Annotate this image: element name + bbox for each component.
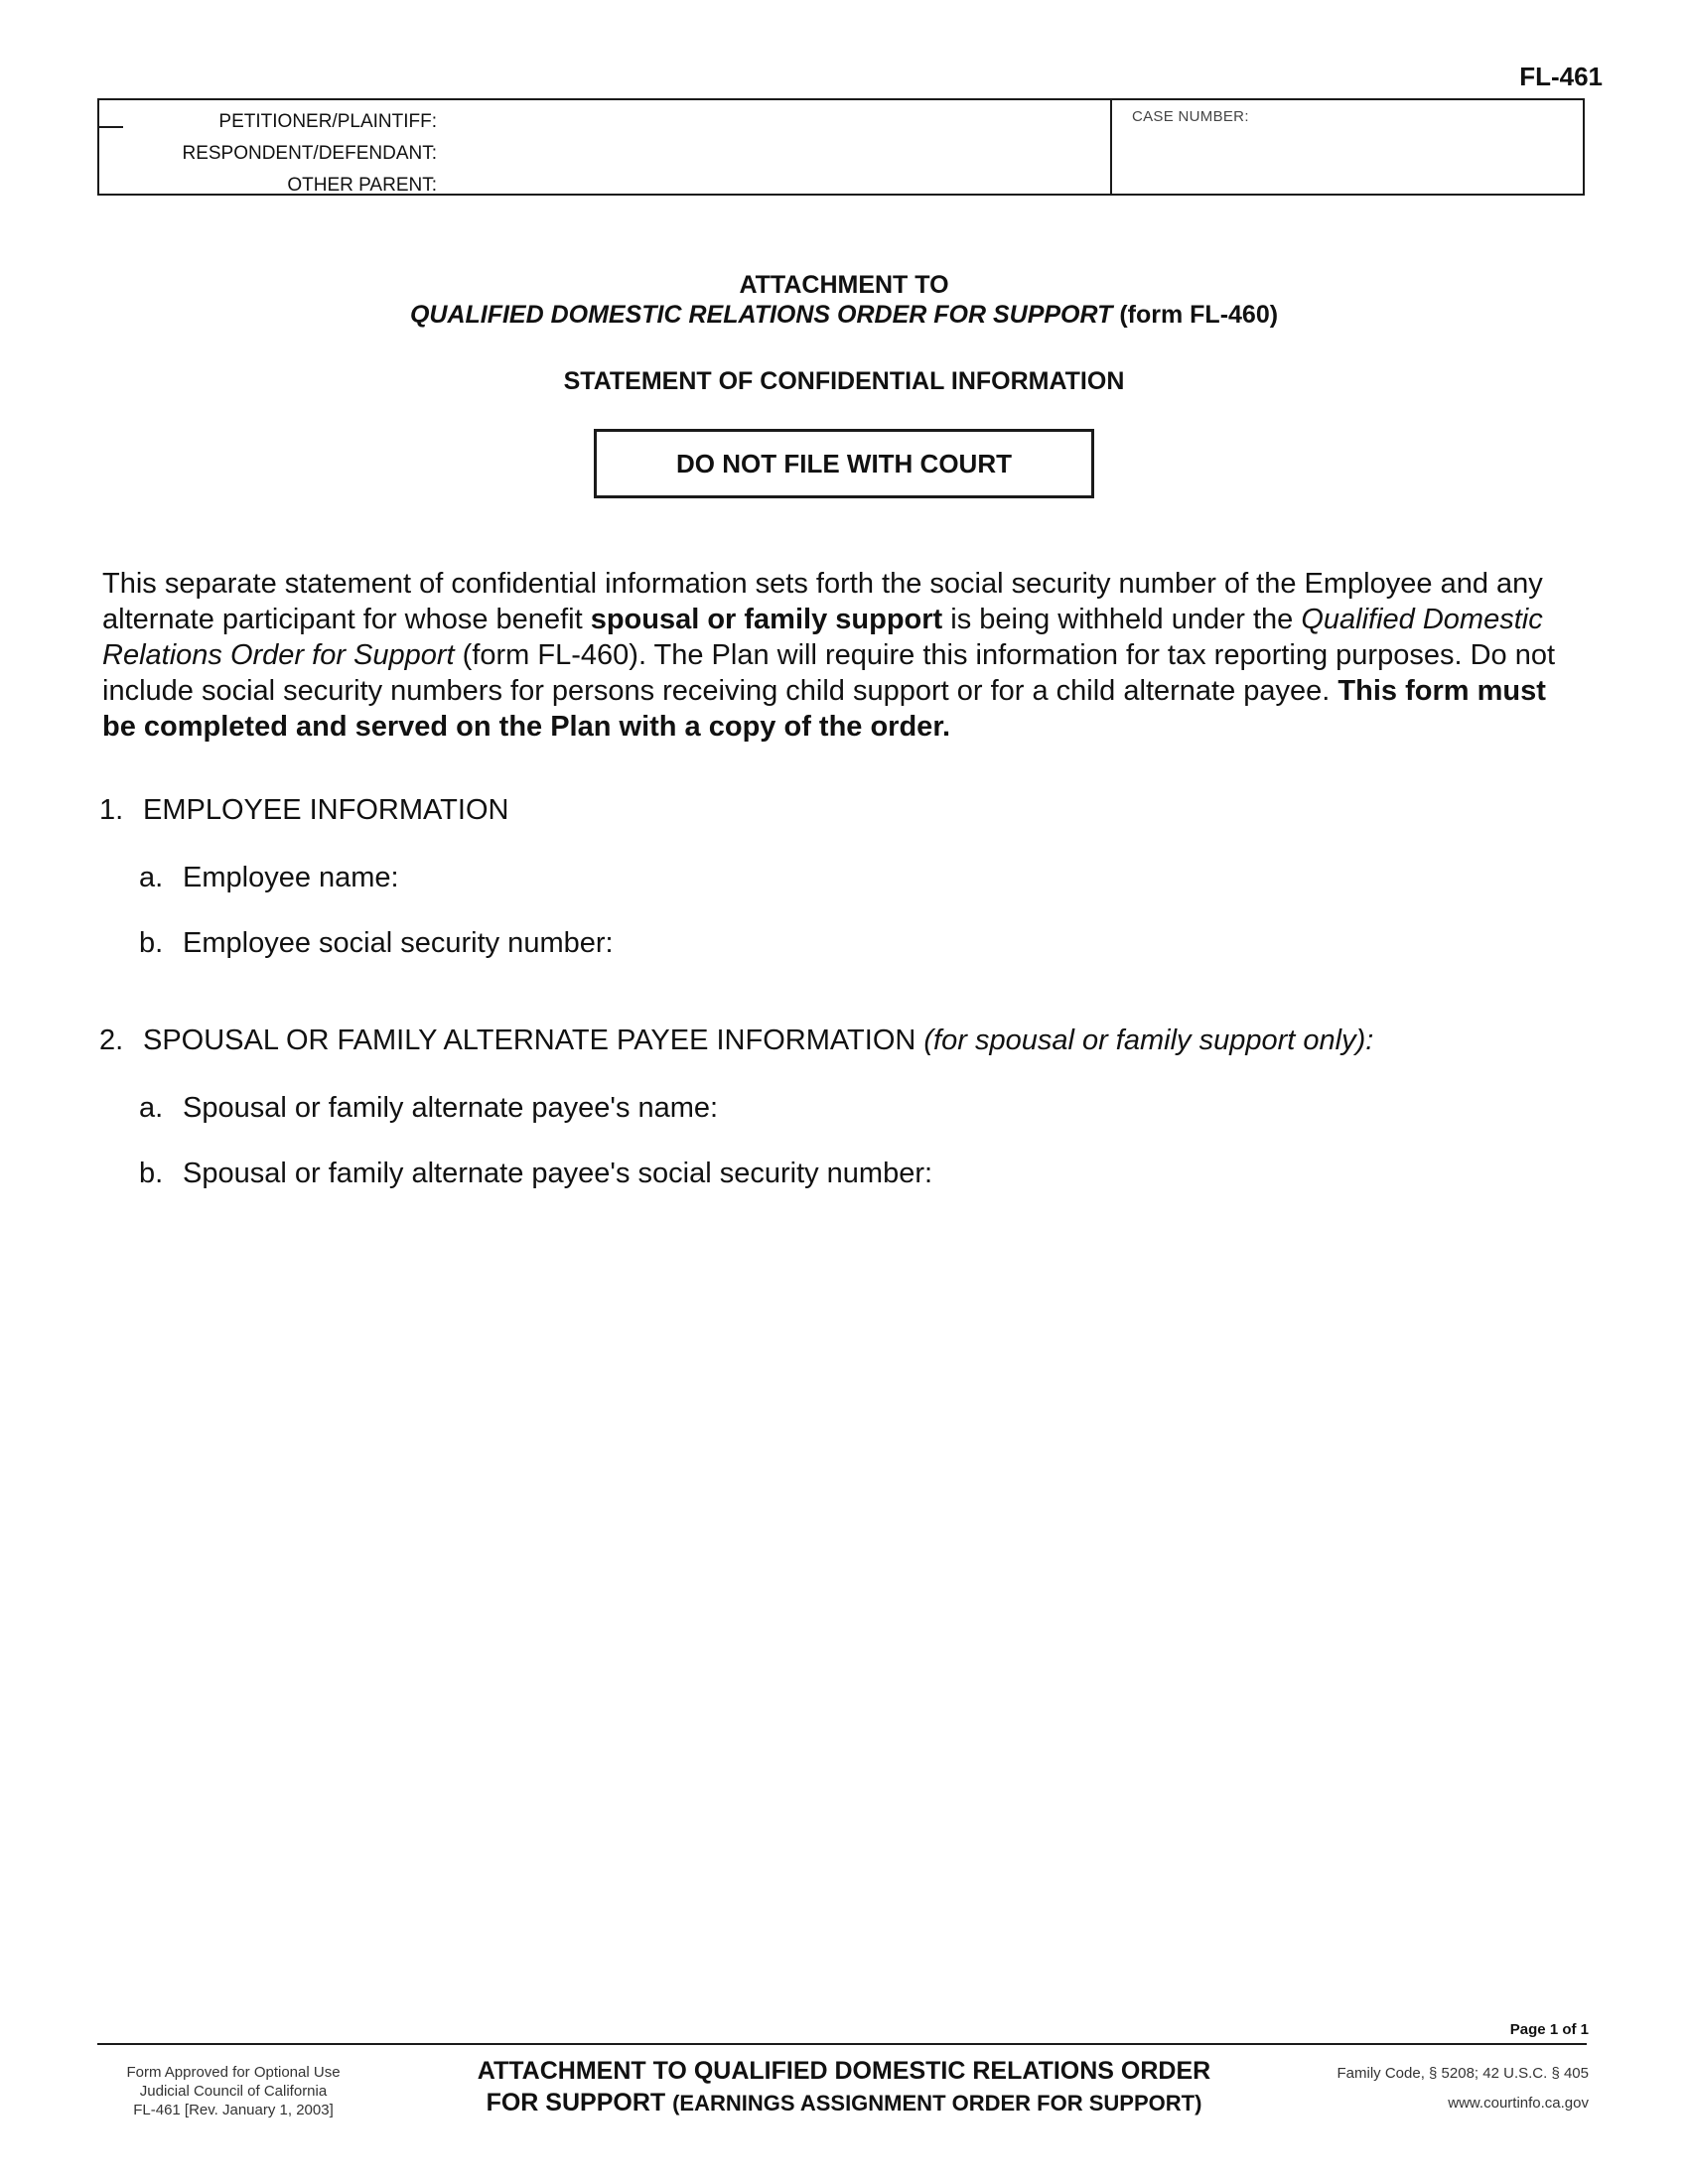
- footer-statute: Family Code, § 5208; 42 U.S.C. § 405: [1336, 2065, 1589, 2082]
- employee-ssn-field[interactable]: [139, 927, 614, 960]
- form-subtitle: STATEMENT OF CONFIDENTIAL INFORMATION: [563, 367, 1125, 395]
- intro-text-3: (form FL-460). The Plan will require this information for tax reporting purposes. Do not include social security numbers for persons receiving child support or for a child alternate payee.: [102, 639, 1556, 707]
- footer-approval: [99, 2063, 367, 2119]
- employee-name-field[interactable]: [139, 862, 399, 894]
- footer-title: [397, 2055, 1291, 2119]
- item-letter: b.: [139, 927, 164, 959]
- form-title: [0, 270, 1688, 330]
- footer-title-line2b: (EARNINGS ASSIGNMENT ORDER FOR SUPPORT): [672, 2091, 1202, 2116]
- item-letter: b.: [139, 1158, 164, 1189]
- intro-italic-1: Qualified Domestic Relations Order for Support: [102, 604, 1543, 671]
- footer-approval-line3: FL-461 [Rev. January 1, 2003]: [133, 2102, 334, 2118]
- intro-bold-1: spousal or family support: [590, 604, 943, 635]
- intro-text-2: is being withheld under the: [942, 604, 1302, 635]
- employee-name-label: Employee name:: [183, 862, 399, 893]
- footer-approval-line1: Form Approved for Optional Use: [126, 2064, 341, 2081]
- title-order-name: QUALIFIED DOMESTIC RELATIONS ORDER FOR SUPPORT: [409, 301, 1113, 329]
- case-caption-box: [97, 98, 1585, 196]
- item-letter: a.: [139, 1092, 164, 1124]
- intro-paragraph: [102, 566, 1572, 745]
- respondent-label: RESPONDENT/DEFENDANT:: [182, 143, 437, 164]
- section-2-note: (for spousal or family support only):: [923, 1024, 1374, 1056]
- section-1-title: EMPLOYEE INFORMATION: [143, 794, 509, 826]
- section-2-heading: [99, 1024, 1373, 1057]
- payee-name-field[interactable]: [139, 1092, 718, 1125]
- footer-website-link[interactable]: www.courtinfo.ca.gov: [1448, 2095, 1589, 2112]
- intro-bold-2: This form must be completed and served on the Plan with a copy of the order.: [102, 675, 1546, 743]
- caption-divider: [1110, 100, 1112, 194]
- payee-name-label: Spousal or family alternate payee's name:: [183, 1092, 719, 1124]
- title-form-ref: (form FL-460): [1112, 301, 1279, 329]
- party-labels: [99, 106, 437, 202]
- section-2-number: 2.: [99, 1024, 124, 1056]
- petitioner-label: PETITIONER/PLAINTIFF:: [218, 111, 437, 132]
- footer-title-line2a: FOR SUPPORT: [486, 2089, 673, 2116]
- title-line1: ATTACHMENT TO: [739, 271, 949, 299]
- footer-citations: [1261, 2059, 1589, 2118]
- other-parent-label: OTHER PARENT:: [287, 175, 437, 196]
- footer-title-line1: ATTACHMENT TO QUALIFIED DOMESTIC RELATIONS ORDER: [477, 2057, 1211, 2085]
- page-number: Page 1 of 1: [1509, 2021, 1589, 2038]
- item-letter: a.: [139, 862, 164, 893]
- do-not-file-box: DO NOT FILE WITH COURT: [594, 429, 1094, 498]
- title-line2: [0, 300, 1688, 330]
- footer-title-line2: [397, 2087, 1291, 2119]
- payee-ssn-field[interactable]: [139, 1158, 932, 1190]
- footer-approval-line2: Judicial Council of California: [139, 2083, 328, 2100]
- intro-text-1: This separate statement of confidential information sets forth the social security number of the Employee and any alternate participant for whose benefit: [102, 568, 1543, 635]
- case-number-label: CASE NUMBER:: [1132, 108, 1249, 125]
- section-2-title: SPOUSAL OR FAMILY ALTERNATE PAYEE INFORMATION: [143, 1024, 916, 1056]
- footer-rule: [97, 2043, 1587, 2045]
- section-1-heading: [99, 794, 508, 827]
- payee-ssn-label: Spousal or family alternate payee's social security number:: [183, 1158, 933, 1189]
- form-number: FL-461: [1519, 62, 1603, 91]
- section-1-number: 1.: [99, 794, 124, 826]
- employee-ssn-label: Employee social security number:: [183, 927, 614, 959]
